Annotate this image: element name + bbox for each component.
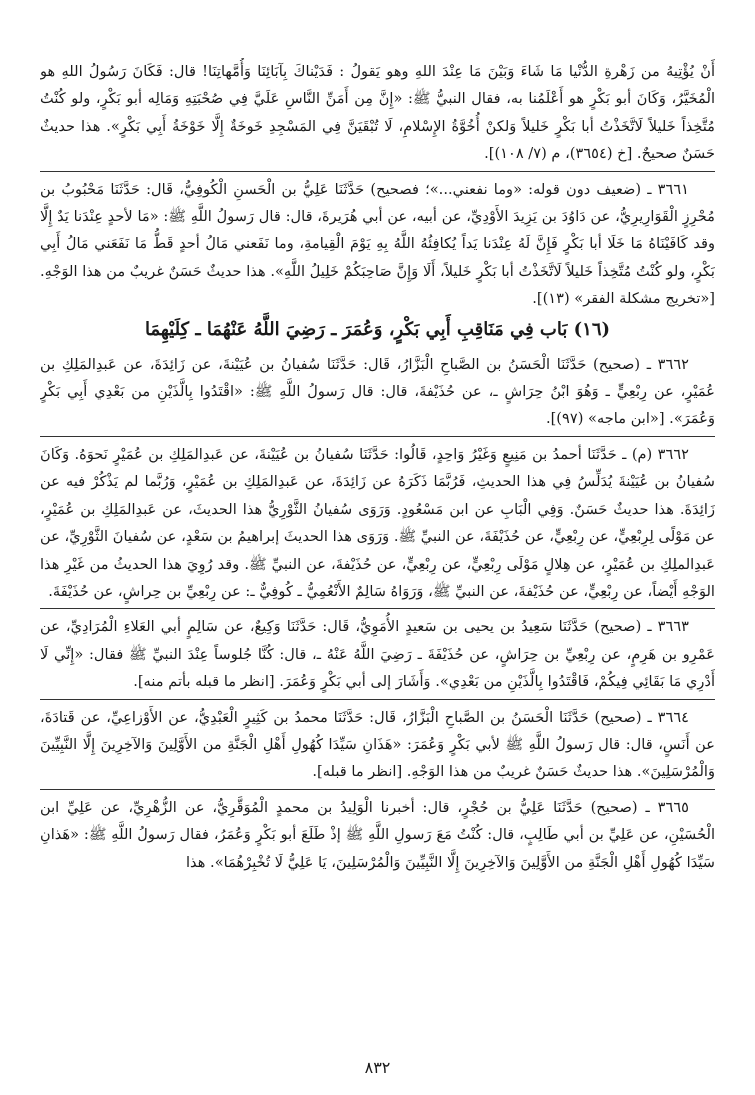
chapter-heading: (١٦) بَاب فِي مَنَاقِبِ أَبِي بَكْرٍ، وَعُمَرَ ـ رَضِيَ اللَّهُ عَنْهُمَا ـ كِلَيْهِمَا — [144, 318, 611, 340]
hadith-3664: ٣٦٦٤ ـ (صحيح) حَدَّثَنَا الْحَسَنُ بن الصَّباحِ الْبَزَّارُ، قَال: حَدَّثَنَا محمدُ بن كَثِيرٍ الْعَبْدِيُّ، عن الأَوْزاعِيِّ، عن قَتادَةَ، عن أَنَسٍ، قال: قال رَسولُ اللَّهِ ﷺ لأبي بَكْرٍ وَعُمَرَ: «هَذَانِ سَيِّدَا كُهُولِ أَهْلِ الْجَنَّةِ من الأَوَّلِينَ وَالآخِرِينَ إِلَّا النَّبِيِّينَ وَالْمُرْسَلِينَ». هذا حديثٌ حَسَنٌ غريبٌ من هذا الوَجْهِ. [انظر ما قبله]. — [40, 708, 715, 781]
separator — [40, 171, 715, 172]
separator — [40, 699, 715, 700]
hadith-3663: ٣٦٦٣ ـ (صحيح) حَدَّثَنَا سَعِيدُ بن يحيى بن سَعيدٍ الأُمَوِيُّ، قَال: حَدَّثَنَا وَكِيعٌ، عن سَالِمٍ أبي العَلاءِ الْمُرَادِيِّ، عن عَمْرِو بن هَرِمٍ، عن رِبْعِيِّ بن حِرَاشٍ، عن حُذَيْفَةَ ـ رَضِيَ اللَّهُ عَنْهُ ـ، قال: كُنَّا جُلوساً عِنْدَ النبيِّ ﷺ فقال: «إِنِّي لَا أَدْرِي مَا بَقَائِي فِيكُمْ، فَاقْتَدُوا بِالَّذَيْنِ من بَعْدِي». وَأَشَارَ إلى أبي بَكْرٍ وَعُمَرَ. [انظر ما قبله بأتم منه]. — [40, 618, 715, 691]
separator — [40, 608, 715, 609]
hadith-3661: ٣٦٦١ ـ (ضعيف دون قوله: «وما نفعني...»؛ فصحيح) حَدَّثَنَا عَلِيُّ بن الْحَسنِ الْكُوفِيُّ، قَال: حَدَّثَنَا مَحْبُوبُ بن مُحْرِزٍ الْقَوَارِيرِيُّ، عن دَاوُدَ بن يَزِيدَ الأَوْدِيِّ، عن أبيه، عن أبي هُرَيرةَ، قال: قال رَسولُ اللَّهِ ﷺ: «مَا لأحدٍ عِنْدَنا يَدٌ إِلَّا وقد كَافَيْنَاهُ مَا خَلَا أبا بَكْرٍ فَإِنَّ لَهُ عِنْدَنا يَداً يُكافِئُهُ اللَّهُ بِهِ يَوْمَ الْقِيامةِ، وما نَفَعني مَالُ أحدٍ قَطُّ مَا نَفَعَني مَالُ أَبِي بَكْرٍ، ولو كُنْتُ مُتَّخِذاً خَليلاً لَاتَّخَذْتُ أبا بَكْرٍ خَليلاً، أَلَا وَإِنَّ صَاحِبَكُمْ خَلِيلُ اللَّهِ». هذا حديثٌ حَسَنٌ غريبٌ من هذا الوَجْهِ. [«تخريج مشكلة الفقر» (١٣)]. — [40, 180, 715, 308]
hadith-3662: ٣٦٦٢ ـ (صحيح) حَدَّثَنَا الْحَسَنُ بن الصَّباحِ الْبَزَّارُ، قَال: حَدَّثَنَا سُفيانُ بن عُيَيْنةَ، عن زَائِدَةَ، عن عَبدِالمَلِكِ بن عُمَيْرٍ، عن رِبْعِيٍّ ـ وَهُوَ ابْنُ حِرَاشٍ ـ، عن حُذَيْفةَ، قال: قال رَسولُ اللَّهِ ﷺ: «اقْتَدُوا بِالَّذَيْنِ من بَعْدِي أَبِي بَكْرٍ وَعُمَرَ». [«ابن ماجه» (٩٧)]. — [40, 355, 715, 428]
hadith-3665: ٣٦٦٥ ـ (صحيح) حَدَّثَنَا عَلِيُّ بن حُجْرٍ، قال: أخبرنا الْوَلِيدُ بن محمدٍ الْمُوَقَّرِيُّ، عن الزُّهْرِيِّ، عن عَلِيِّ ابن الْحُسَيْنِ، عن عَلِيِّ بن أبي طَالِبٍ، قال: كُنْتُ مَعَ رَسولِ اللَّهِ ﷺ إذْ طَلَعَ أبو بَكْرٍ وَعُمَرُ، فقال رَسولُ اللَّهِ ﷺ: «هَذانِ سَيِّدَا كُهُولِ أَهْلِ الْجَنَّةِ من الأَوَّلِينَ وَالآخِرِينَ إِلَّا النَّبِيِّينَ وَالْمُرْسَلِينَ، يَا عَلِيُّ لَا تُخْبِرْهُمَا». هذا — [40, 798, 715, 871]
separator — [40, 436, 715, 437]
hadith-3662-m: ٣٦٦٢ (م) ـ حَدَّثَنَا أحمدُ بن مَنِيعٍ وَغَيْرُ وَاحِدٍ، قَالُوا: حَدَّثَنَا سُفيانُ بن عُيَيْنةَ، عن عَبدِالمَلِكِ بن عُمَيْرٍ نَحوَهُ. وَكَانَ سُفيانُ بن عُيَيْنةَ يُدَلِّسُ فِي هذا الحديثِ، فَرُبَّمَا ذَكَرَهُ عن زَائِدَةَ، عن عَبدِالمَلِكِ بن عُمَيْرٍ، وَرُبَّما لم يَذْكُرْ فيه عن زَائِدَةَ. هذا حديثٌ حَسَنٌ. وَفِي الْبَابِ عن ابن مَسْعُودٍ. وَرَوَى سُفيانُ الثَّوْرِيُّ هذا الحديثَ، عن عَبدِالمَلِكِ بن عُمَيْرٍ، عن مَوْلًى لِرِبْعِيٍّ، عن رِبْعِيٍّ، عن حُذَيْفَةَ، عن النبيِّ ﷺ. وَرَوَى هذا الحديثَ إبراهيمُ بن سَعْدٍ، عن سُفيانَ الثَّوْرِيِّ، عن عَبدِالملِكِ بن عُمَيْرٍ، عن هِلالٍ مَوْلَى رِبْعِيٍّ، عن رِبْعِيٍّ، عن حُذَيْفةَ، عن النبيِّ ﷺ. وقد رُوِيَ هذا الحديثُ من غَيْرِ هذا الوَجْهِ أَيْضاً، عن رِبْعِيٍّ، عن حُذَيْفةَ، عن النبيِّ ﷺ، وَرَوَاهُ سَالِمٌ الأَنْعُمِيُّ ـ كُوفِيٌّ ـ: عن رِبْعِيِّ بن حِراشٍ، عن حُذَيْفَةَ. — [40, 445, 715, 600]
text-block: أَنْ يُؤْتِيهُ من زَهْرةِ الدُّنْيا مَا شَاءَ وَبَيْنَ مَا عِنْدَ اللهِ وهو يَقولُ : فَدَيْناكَ بِآبَائِنَا وَأُمَّهاتِنَا! قال: فَكَانَ رَسُولُ اللهِ هو الْمُخَيَّرُ، وَكَانَ أبو بَكْرٍ هو أَعْلَمُنا به، فقال النبيُّ ﷺ: «إِنَّ مِن أَمَنِّ النَّاسِ عَلَيَّ فِي صُحْبَتِهِ وَمَالِه أبو بَكْرٍ، ولو كُنْتُ مُتَّخِذاً خَليلاً لَاتَّخَذْتُ أبا بَكْرٍ خَليلاً وَلكنْ أُخُوَّةُ الإِسْلامِ، لَا تُبْقَيَنَّ فِي المَسْجِدِ خَوخَةٌ إِلَّا خَوْخَةُ أَبِي بَكْرٍ». هذا حديثٌ حَسَنٌ صحيحٌ. [خ (٣٦٥٤)، م (٧/ ١٠٨)]. — [40, 63, 715, 163]
document-page — [40, 58, 715, 1048]
separator — [40, 789, 715, 790]
page-number: ٨٣٢ — [364, 1058, 391, 1077]
